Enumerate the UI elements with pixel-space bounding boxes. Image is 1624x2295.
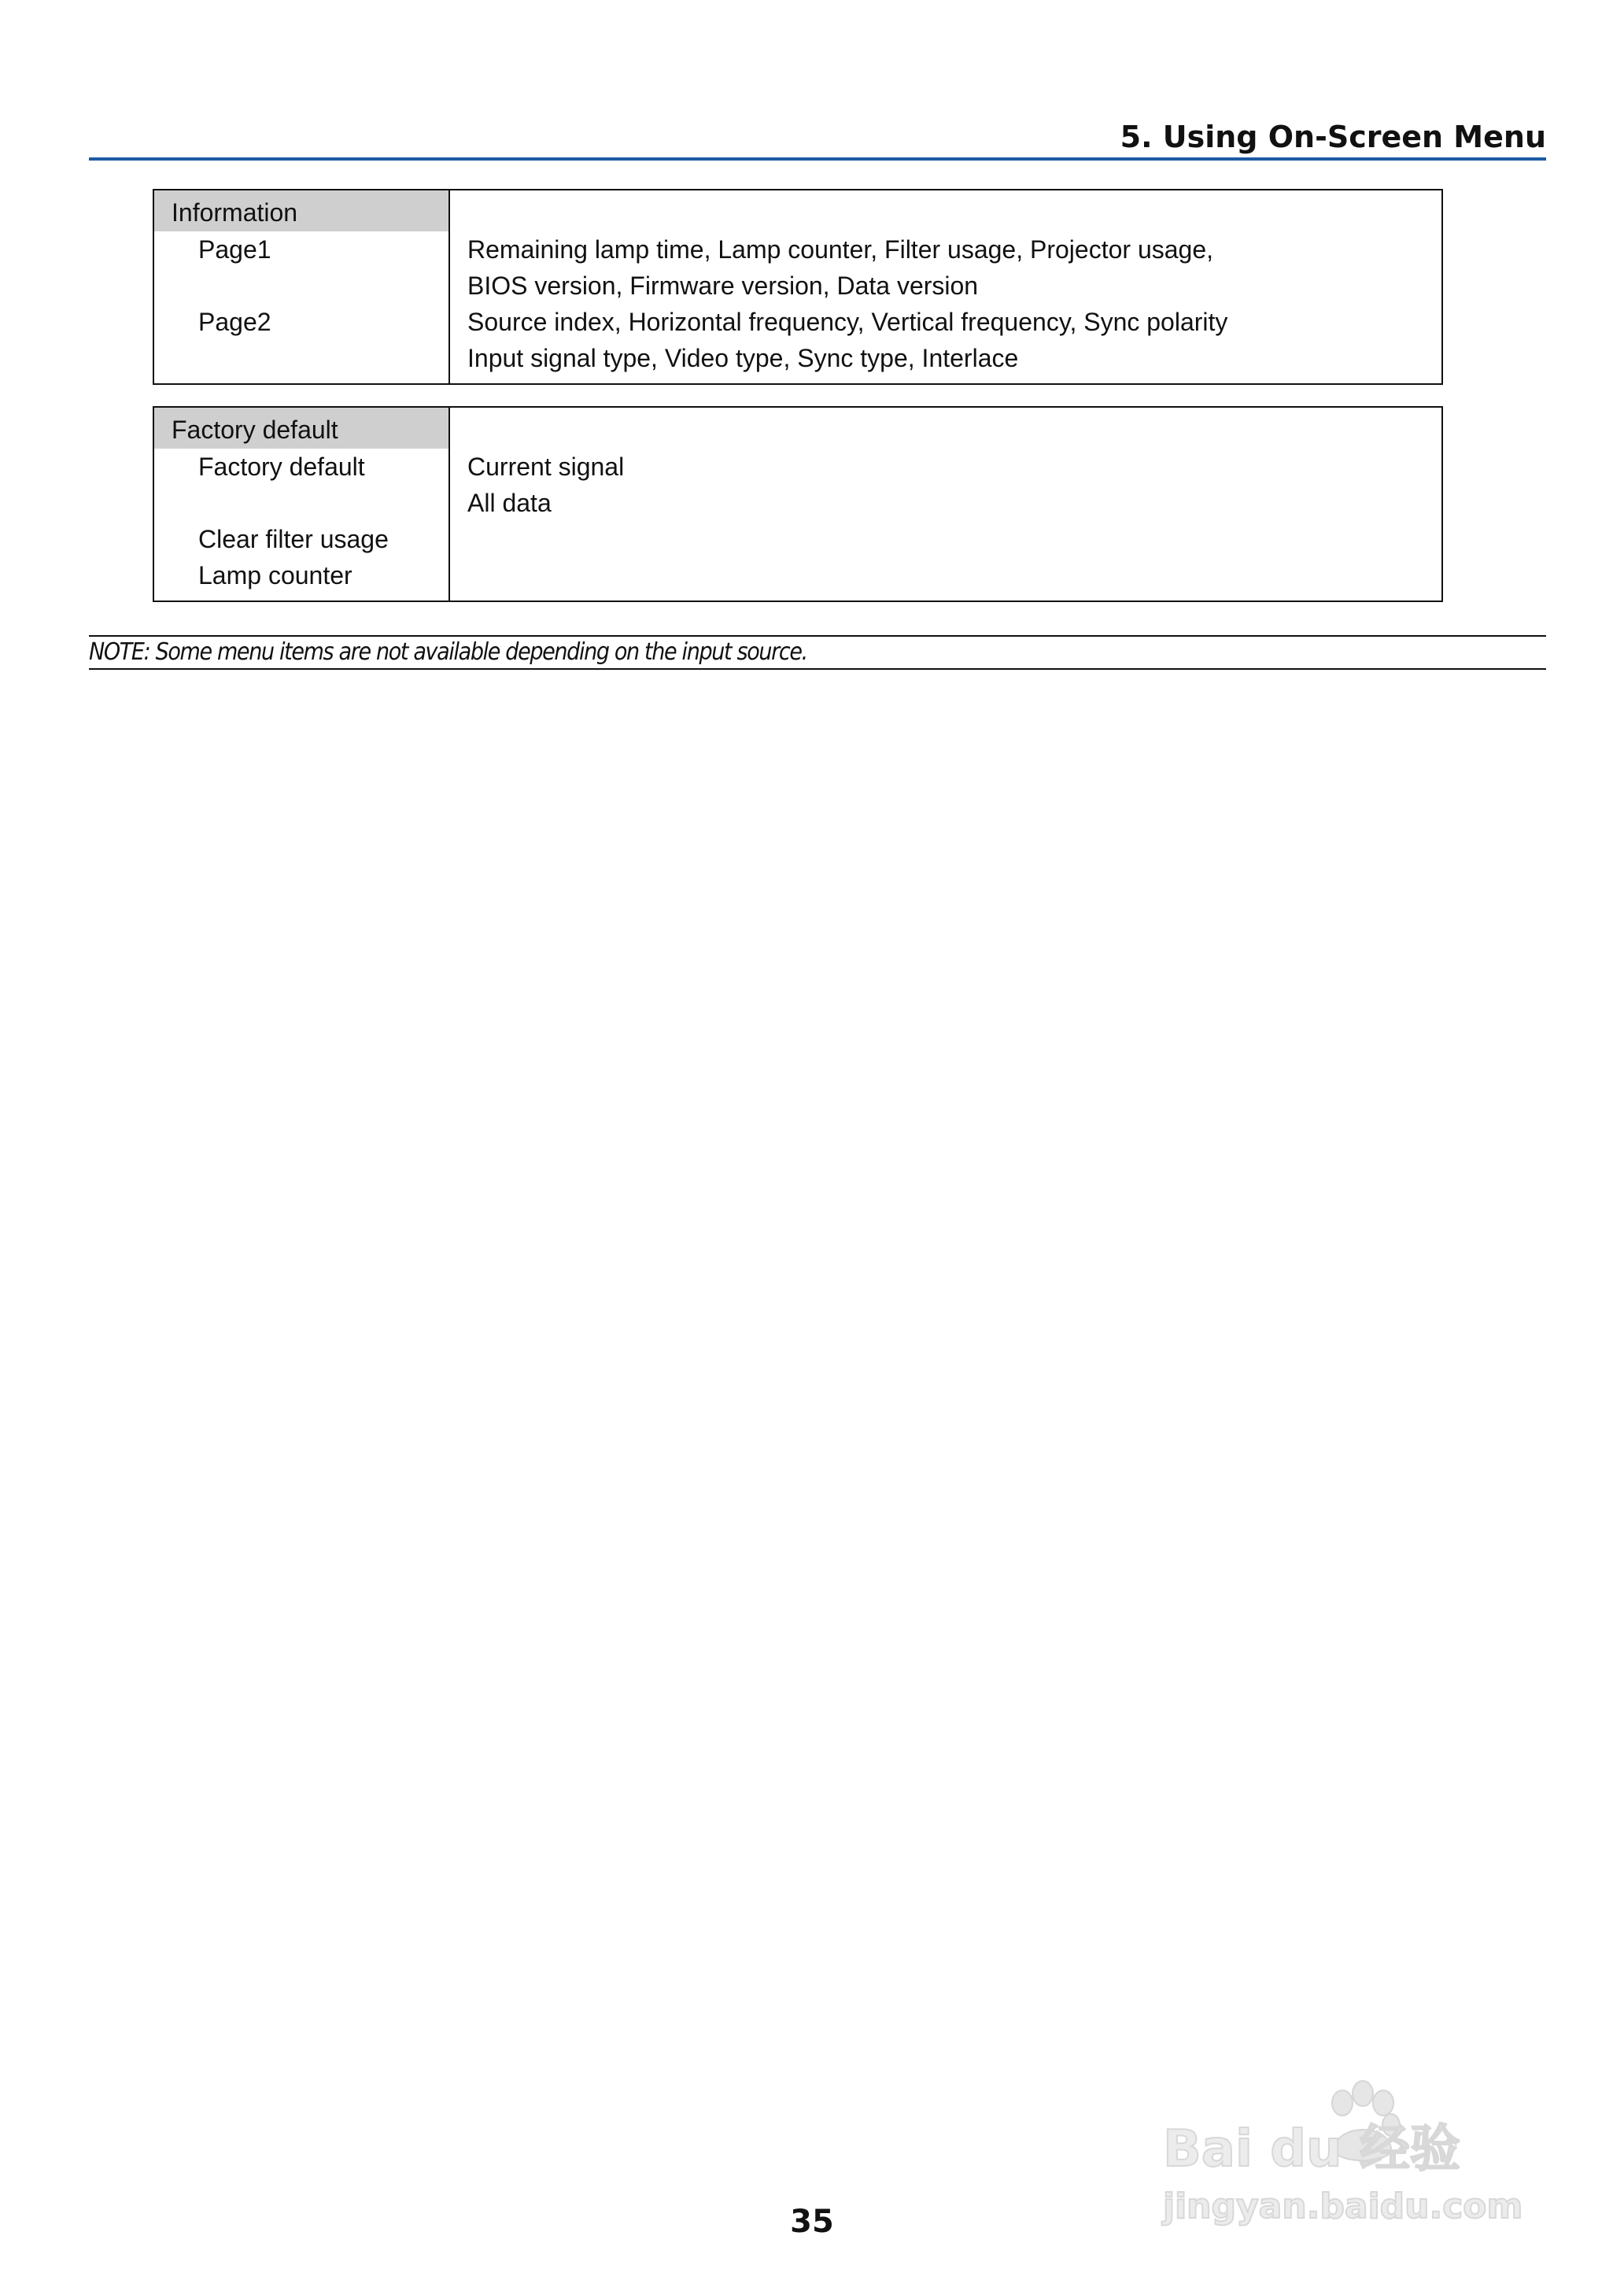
row-label: Factory default	[198, 453, 365, 481]
section-title: 5. Using On-Screen Menu	[1120, 120, 1546, 154]
baidu-watermark-logo	[1157, 2062, 1534, 2235]
table-row	[154, 449, 1441, 485]
row-description: Source index, Horizontal frequency, Vertical frequency, Sync polarity	[467, 308, 1228, 336]
table-row	[154, 304, 1441, 340]
table-row	[154, 557, 1441, 593]
header-rule	[89, 157, 1546, 161]
page-header	[89, 118, 1546, 161]
page-number: 35	[790, 2204, 834, 2240]
table-row	[154, 521, 1441, 557]
row-description: BIOS version, Firmware version, Data version	[467, 272, 979, 300]
row-description: All data	[467, 489, 552, 517]
row-label: Clear filter usage	[198, 525, 389, 553]
row-description: Input signal type, Video type, Sync type, Interlace	[467, 344, 1019, 372]
row-label: Lamp counter	[198, 561, 352, 589]
note-box	[89, 635, 1546, 670]
table-row	[154, 268, 1441, 304]
group-label-information: Information	[154, 190, 448, 231]
watermark-url: jingyan.baidu.com	[1163, 2186, 1523, 2227]
row-label: Page2	[198, 308, 271, 336]
table-row	[154, 231, 1441, 268]
row-description: Current signal	[467, 453, 625, 481]
watermark-brand: Bai du 经验	[1163, 2120, 1460, 2179]
information-table	[153, 189, 1443, 385]
factory-default-table	[153, 406, 1443, 602]
note-text: NOTE: Some menu items are not available depending on the input source.	[89, 638, 807, 666]
group-label-factory-default: Factory default	[154, 408, 448, 449]
table-row	[154, 340, 1441, 376]
row-description: Remaining lamp time, Lamp counter, Filter usage, Projector usage,	[467, 235, 1214, 264]
row-label: Page1	[198, 235, 271, 264]
table-row	[154, 485, 1441, 521]
